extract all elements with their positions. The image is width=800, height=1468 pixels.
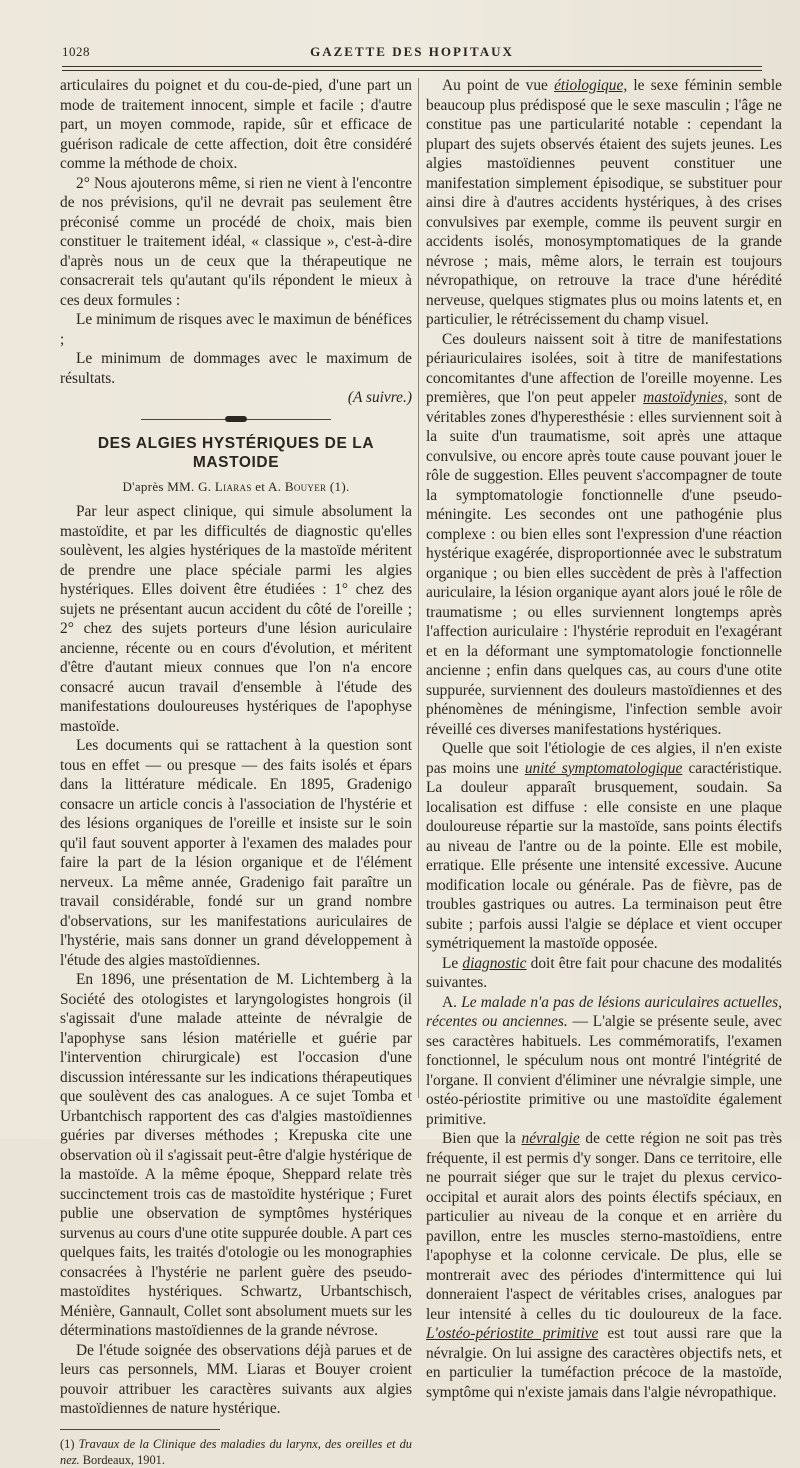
- paragraph: Le diagnostic doit être fait pour chacune des modalités suivantes.: [426, 954, 782, 991]
- article-byline: D'après MM. G. Liaras et A. Bouyer (1).: [122, 478, 350, 494]
- paragraph: articulaires du poignet et du cou-de-pied, d'une part un mode de traitement innocent, simple et facile ; d'autre part, un moyen commode, rapide, sûr et efficace de guérison radicale de cette affection, doit être considéré comme la méthode de choix.: [60, 77, 412, 172]
- footnote: (1) Travaux de la Clinique des maladies du larynx, des oreilles et du nez. Bordeaux, 1901.: [60, 1436, 412, 1467]
- paragraph: Par leur aspect clinique, qui simule absolument la mastoïdite, et par les difficultés de diagnostic qu'elles soulèvent, les algies hystériques de la mastoïde méritent de prendre une place spéciale parmi les algies hystériques. Elles doivent être étudiées : 1° chez des sujets ne présentant aucun accident du côté de l'oreille ; 2° chez des sujets porteurs d'une lésion auriculaire ancienne, récente ou en cours d'évolution, et méritent d'être d'autant mieux connues que l'on n'a encore consacré aucun travail d'ensemble à l'étude des manifestations douloureuses hystériques de l'apophyse mastoïde.: [60, 503, 412, 735]
- page-header: [62, 40, 762, 64]
- section-ornament: [141, 416, 331, 424]
- paragraph: Au point de vue étiologique, le sexe féminin semble beaucoup plus prédisposé que le sexe masculin ; l'âge ne constitue pas une particularité notable : cependant la plupart des sujets observés étaient des sujets jeunes. Les algies mastoïdiennes peuvent constituer une manifestation simplement épisodique, se substituer pour ainsi dire à d'autres accidents hystériques, à des crises convulsives par exemple, comme ils peuvent surgir en accidents isolés, monosymptomatiques de la grande névrose ; mais, même alors, le terrain est toujours névropathique, on retrouve la trace d'une hérédité nerveuse, quelques stigmates plus ou moins latents et, en particulier, le rétrécissement du champ visuel.: [426, 77, 782, 328]
- formula-line: Le minimum de risques avec le maximun de bénéfices ;: [60, 311, 412, 348]
- paragraph: Les documents qui se rattachent à la question sont tous en effet — ou presque — des faits isolés et épars dans la littérature médicale. En 1895, Gradenigo consacre un article concis à l'association de l'hystérie et des lésions organiques de l'oreille et insiste sur le soin qu'il faut souvent apporter à l'examen des malades pour faire la part de la lésion organique et de l'élément nerveux. La même année, Gradenigo fait paraître un travail considérable, fondé sur un grand nombre d'observations, sur les manifestations auriculaires de l'hystérie, mais sans donner un grand développement à l'étude des algies mastoïdiennes.: [60, 737, 412, 969]
- paragraph: A. Le malade n'a pas de lésions auriculaires actuelles, récentes ou anciennes. — L'algie se présente seule, avec ses caractères habituels. Les commémoratifs, l'examen fonctionnel, le spéculum nous ont montré l'intégrité de l'organe. Il convient d'éliminer une névralgie simple, une ostéo-périostite primitive ou une mastoïdite également primitive.: [426, 993, 782, 1128]
- page-number: 1028: [62, 44, 90, 59]
- right-column: [426, 76, 782, 1402]
- article-title: DES ALGIES HYSTÉRIQUES DE LA MASTOIDE: [97, 434, 375, 471]
- paragraph: 2° Nous ajouterons même, si rien ne vient à l'encontre de nos prévisions, qu'il ne devrait pas seulement être préconisé comme un procédé de choix, mais bien constituer le traitement idéal, « classique », c'est-à-dire d'après nous un de ceux que la thérapeutique ne consacrerait tels qu'autant qu'ils répondent le mieux à ces deux formules :: [60, 174, 412, 309]
- author-name: Liaras: [214, 478, 252, 494]
- footnote-rule: [60, 1429, 220, 1430]
- paragraph: De l'étude soignée des observations déjà parues et de leurs cas personnels, MM. Liaras et Bouyer croient pouvoir attribuer les caractères suivants aux algies mastoïdiennes de nature hystérique.: [60, 1341, 412, 1417]
- column-divider: [418, 78, 419, 1098]
- header-rule: [62, 66, 762, 71]
- formula-line: Le minimum de dommages avec le maximum de résultats.: [60, 350, 412, 387]
- journal-title: GAZETTE DES HOPITAUX: [310, 44, 514, 59]
- paragraph: En 1896, une présentation de M. Lichtemberg à la Société des otologistes et laryngologistes hongrois (il s'agissait d'une malade atteinte de névralgie de l'apophyse sans lésion matérielle et guérie par l'intervention chirurgicale) est l'occasion d'une discussion intéressante sur les indications thérapeutiques que soulèvent des cas analogues. A ce sujet Tomba et Urbantchisch rapportent des cas d'algies mastoïdiennes guéries par diverses méthodes ; Krepuska cite une observation où il s'agissait peut-être d'algie hystérique de la mastoïde. A la même époque, Sheppard relate très succinctement trois cas de mastoïdite hystérique ; Furet publie une observation de symptômes hystériques survenus au cours d'une otite suppurée double. A part ces quelques faits, les traités d'otologie ou les monographies consacrées à l'hystérie ne parlent guère des pseudo-mastoïdites hystériques. Schwartz, Urbantschisch, Ménière, Gannault, Collet sont absolument muets sur les déterminations mastoïdiennes de la grande névrose.: [60, 971, 412, 1339]
- left-column: [60, 76, 412, 1468]
- paragraph: Bien que la névralgie de cette région ne soit pas très fréquente, il est permis d'y songer. Dans ce territoire, elle ne pourrait siéger que sur le trajet du plexus cervico-occipital et aurait alors des points électifs spéciaux, en particulier au niveau de la conque et en arrière du pavillon, entre les muscles sterno-mastoïdiens, entre l'apophyse et la colonne cervicale. De plus, elle se montrerait avec des périodes d'intermittence qui lui donneraient l'aspect de véritables crises, analogues par leur intensité à celles du tic douloureux de la face. L'ostéo-périostite primitive est tout aussi rare que la névralgie. On lui assigne des caractères objectifs nets, et en particulier la tuméfaction précoce de la mastoïde, symptôme qui n'existe jamais dans l'algie névropathique.: [426, 1130, 782, 1401]
- paragraph: Ces douleurs naissent soit à titre de manifestations périauriculaires isolées, soit à titre de manifestations concomitantes d'une affection de l'oreille moyenne. Les premières, que l'on peut appeler mastoïdynies, sont de véritables zones d'hyperesthésie : elles surviennent soit à la suite d'un traumatisme, soit après une attaque convulsive, ou encore après toute cause pouvant jouer le rôle de suggestion. Elles peuvent s'accompagner de toute la symptomatologie fonctionnelle d'une pseudo-méningite. Les secondes ont une pathogénie plus complexe : ou bien elles sont l'expression d'une réaction hystérique exagérée, disproportionnée avec le substratum organique ; ou bien elles succèdent de près à l'affection auriculaire, la lésion organique ayant alors joué le rôle de traumatisme ; ou elles surviennent longtemps après l'affection auriculaire : l'hystérie reproduit en l'exagérant et en la déformant une symptomatologie fonctionnelle ancienne ; enfin dans quelques cas, au cours d'une otite suppurée, surviennent des douleurs mastoïdiennes et des phénomènes de méningisme, l'infection semble avoir réveillé ces diverses manifestations hystériques.: [426, 330, 782, 738]
- to-be-continued: (A suivre.): [347, 389, 412, 406]
- paragraph: Quelle que soit l'étiologie de ces algies, il n'en existe pas moins une unité symptomatologique caractéristique. La douleur apparaît brusquement, soudain. Sa localisation est diffuse : elle consiste en une plaque douloureuse répartie sur la mastoïde, sans points électifs au niveau de l'antre ou de la pointe. Elle est mobile, erratique. Elle présente une intensité excessive. Aucune modification locale ou générale. Pas de fièvre, pas de troubles gastriques ou autres. La terminaison peut être subite ; parfois aussi l'algie se déplace et vient occuper symétriquement la mastoïde opposée.: [426, 740, 783, 952]
- author-name: Bouyer: [284, 478, 327, 494]
